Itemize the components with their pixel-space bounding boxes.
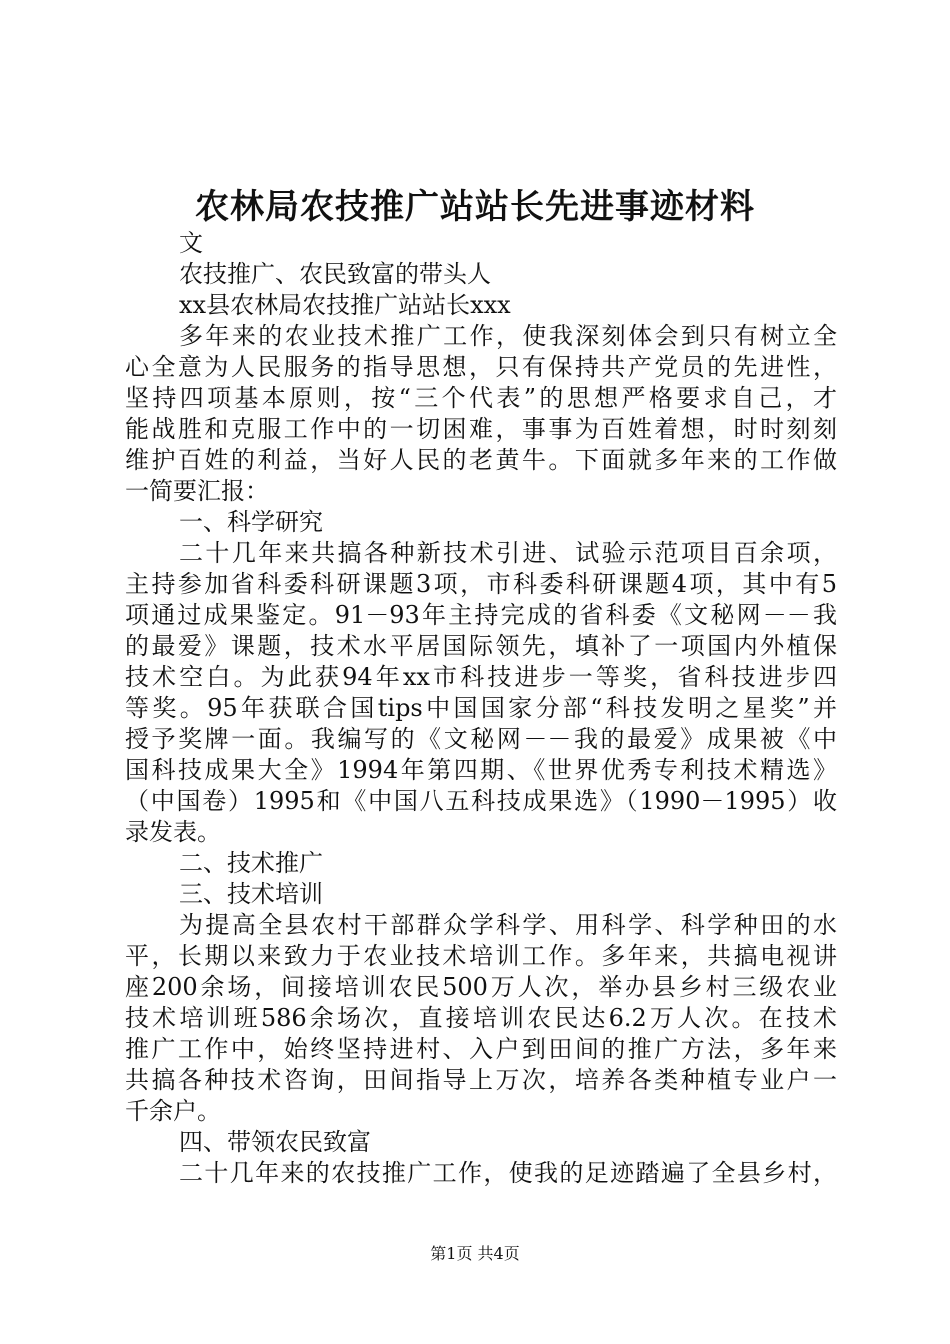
text-line: 二、技术推广 [179, 849, 323, 877]
document-title: 农林局农技推广站站长先进事迹材料 [195, 187, 755, 227]
text-line: 心全意为人民服务的指导思想，只有保持共产党员的先进性， [125, 353, 837, 381]
text-line: 录发表。 [125, 818, 221, 846]
text-line: 等奖。95年获联合国tips中国国家分部“科技发明之星奖”并 [125, 694, 837, 722]
text-line: 能战胜和克服工作中的一切困难，事事为百姓着想，时时刻刻 [125, 415, 837, 443]
text-line: 为提高全县农村干部群众学科学、用科学、科学种田的水 [179, 911, 837, 939]
text-line: 平，长期以来致力于农业技术培训工作。多年来，共搞电视讲 [125, 942, 837, 970]
text-line: 座200余场，间接培训农民500万人次，举办县乡村三级农业 [125, 973, 837, 1001]
text-line: 主持参加省科委科研课题3项，市科委科研课题4项，其中有5 [125, 570, 837, 598]
page-footer: 第1页 共4页 [430, 1244, 520, 1263]
text-line: xx县农林局农技推广站站长xxx [179, 291, 511, 319]
text-line: 二十几年来共搞各种新技术引进、试验示范项目百余项， [179, 539, 837, 567]
text-line: 技术空白。为此获94年xx市科技进步一等奖，省科技进步四 [125, 663, 837, 691]
text-line: 共搞各种技术咨询，田间指导上万次，培养各类种植专业户一 [125, 1066, 837, 1094]
text-line: 国科技成果大全》1994年第四期、《世界优秀专利技术精选》 [125, 756, 837, 784]
text-line: 三、技术培训 [179, 880, 323, 908]
text-line: 农技推广、农民致富的带头人 [179, 260, 491, 288]
text-line: （中国卷）1995和《中国八五科技成果选》（1990－1995）收 [125, 787, 837, 815]
document-body [125, 228, 837, 1189]
text-line: 推广工作中，始终坚持进村、入户到田间的推广方法，多年来 [125, 1035, 837, 1063]
text-line: 一简要汇报： [125, 477, 269, 505]
text-line: 千余户。 [125, 1097, 221, 1125]
text-line: 坚持四项基本原则，按“三个代表”的思想严格要求自己，才 [125, 384, 837, 412]
text-line: 技术培训班586余场次，直接培训农民达6.2万人次。在技术 [125, 1004, 837, 1032]
text-line: 文 [179, 229, 203, 257]
text-line: 四、带领农民致富 [179, 1128, 371, 1156]
text-line: 多年来的农业技术推广工作，使我深刻体会到只有树立全 [179, 322, 837, 350]
text-line: 的最爱》课题，技术水平居国际领先，填补了一项国内外植保 [125, 632, 837, 660]
text-line: 授予奖牌一面。我编写的《文秘网－－我的最爱》成果被《中 [125, 725, 837, 753]
text-line: 维护百姓的利益，当好人民的老黄牛。下面就多年来的工作做 [125, 446, 837, 474]
text-line: 项通过成果鉴定。91－93年主持完成的省科委《文秘网－－我 [125, 601, 837, 629]
text-line: 二十几年来的农技推广工作，使我的足迹踏遍了全县乡村， [179, 1159, 837, 1187]
text-line: 一、科学研究 [179, 508, 323, 536]
